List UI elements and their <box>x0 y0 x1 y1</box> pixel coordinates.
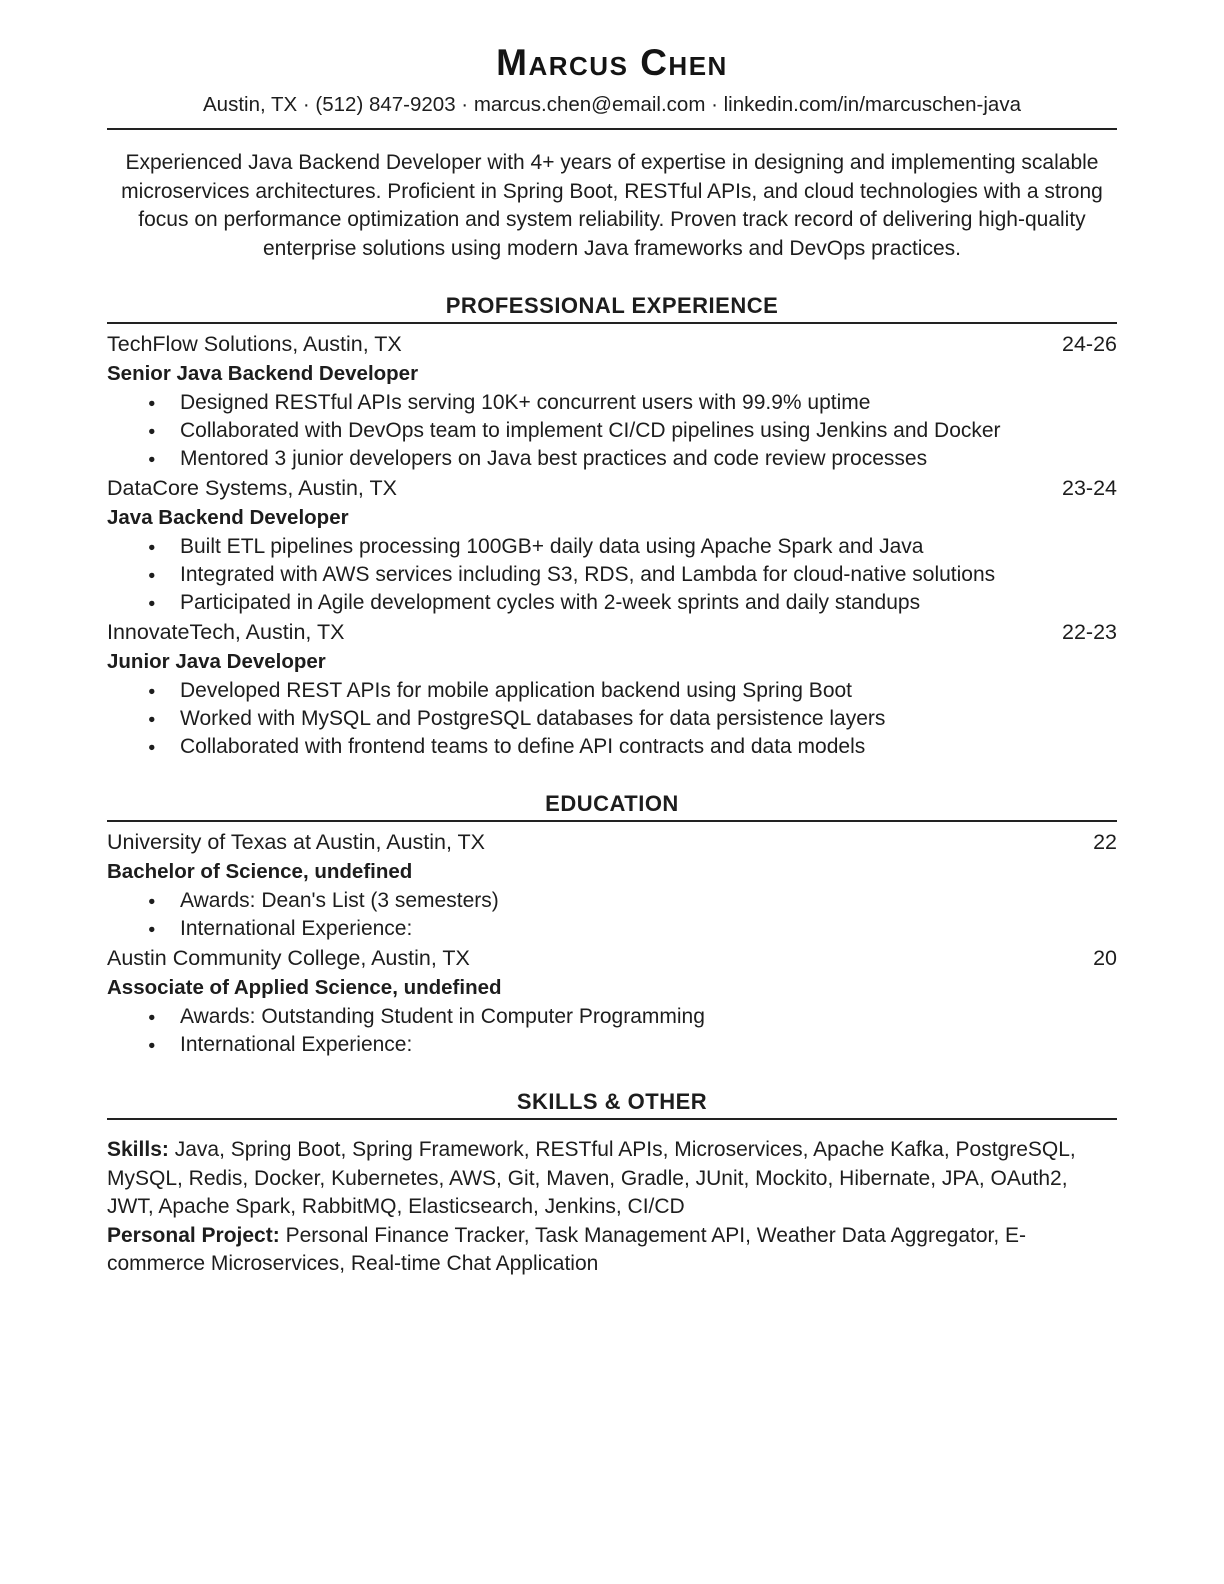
bullet-item: ● Developed REST APIs for mobile application backend using Spring Boot <box>107 677 1117 705</box>
skills-paragraph <box>107 1136 1117 1222</box>
entry-dates: 23-24 <box>1062 476 1117 500</box>
skills-label: Skills: <box>107 1138 169 1161</box>
person-name: Marcus Chen <box>496 42 728 83</box>
bullet-item: ● Worked with MySQL and PostgreSQL databases for data persistence layers <box>107 705 1117 733</box>
bullet-list <box>107 677 1117 761</box>
role-title: Senior Java Backend Developer <box>107 362 419 385</box>
entry-dates: 22 <box>1093 830 1117 854</box>
school-name: Austin Community College, Austin, TX <box>107 946 470 970</box>
header-divider <box>107 128 1117 130</box>
bullet-item: ● Mentored 3 junior developers on Java best practices and code review processes <box>107 445 1117 473</box>
entry-header <box>107 473 1117 503</box>
skills-section-divider <box>107 1118 1117 1120</box>
bullet-list <box>107 533 1117 617</box>
personal-project-list: Personal Finance Tracker, Task Management API, Weather Data Aggregator, E-commerce Microservices, Real-time Chat Application <box>107 1223 1027 1275</box>
degree-title: Bachelor of Science, undefined <box>107 860 413 883</box>
bullet-item: ● Participated in Agile development cycles with 2-week sprints and daily standups <box>107 589 1117 617</box>
entry-dates: 24-26 <box>1062 332 1117 356</box>
experience-section-divider <box>107 322 1117 324</box>
bullet-item: ● Awards: Dean's List (3 semesters) <box>107 887 1117 915</box>
bullet-item: ● Built ETL pipelines processing 100GB+ daily data using Apache Spark and Java <box>107 533 1117 561</box>
school-name: University of Texas at Austin, Austin, TX <box>107 830 486 854</box>
projects-paragraph <box>107 1222 1117 1279</box>
role-title: Junior Java Developer <box>107 650 326 673</box>
bullet-item: ● International Experience: <box>107 915 1117 943</box>
degree-title: Associate of Applied Science, undefined <box>107 976 502 999</box>
bullet-item: ● Collaborated with frontend teams to define API contracts and data models <box>107 733 1117 761</box>
experience-entry <box>107 473 1117 617</box>
entry-header <box>107 827 1117 857</box>
bullet-item: ● Designed RESTful APIs serving 10K+ concurrent users with 99.9% uptime <box>107 389 1117 417</box>
experience-section <box>107 293 1117 761</box>
company-name: TechFlow Solutions, Austin, TX <box>107 332 402 356</box>
personal-project-label: Personal Project: <box>107 1223 280 1247</box>
education-entry <box>107 827 1117 943</box>
skills-section-title: SKILLS & OTHER <box>516 1089 708 1114</box>
entry-dates: 22-23 <box>1062 620 1117 644</box>
experience-entry <box>107 617 1117 761</box>
bullet-list <box>107 389 1117 473</box>
skills-list: Java, Spring Boot, Spring Framework, RESTful APIs, Microservices, Apache Kafka, PostgreSQL, MySQL, Redis, Docker, Kubernetes, AWS, Git, Maven, Gradle, JUnit, Mockito, Hibernate, JPA, OAuth2, JWT, Apache Spark, RabbitMQ, Elasticsearch, Jenkins, CI/CD <box>107 1138 1076 1218</box>
experience-section-title: PROFESSIONAL EXPERIENCE <box>445 293 779 318</box>
bullet-item: ● International Experience: <box>107 1031 1117 1059</box>
summary-paragraph: Experienced Java Backend Developer with 4+ years of expertise in designing and implementing scalable microservices architectures. Proficient in Spring Boot, RESTful APIs, and cloud technologies with a strong focus on performance optimization and system reliability. Proven track record of delivering high-quality enterprise solutions using modern Java frameworks and DevOps practices. <box>121 151 1103 260</box>
entry-dates: 20 <box>1093 946 1117 970</box>
entry-header <box>107 943 1117 973</box>
experience-entry <box>107 329 1117 473</box>
skills-section <box>107 1089 1117 1279</box>
education-section-divider <box>107 820 1117 822</box>
bullet-list <box>107 1003 1117 1059</box>
bullet-item: ● Collaborated with DevOps team to implement CI/CD pipelines using Jenkins and Docker <box>107 417 1117 445</box>
company-name: InnovateTech, Austin, TX <box>107 620 345 644</box>
education-entry <box>107 943 1117 1059</box>
bullet-item: ● Integrated with AWS services including S3, RDS, and Lambda for cloud-native solutions <box>107 561 1117 589</box>
role-title: Java Backend Developer <box>107 506 349 529</box>
entry-header <box>107 329 1117 359</box>
education-section-title: EDUCATION <box>545 791 679 816</box>
bullet-item: ● Awards: Outstanding Student in Computer Programming <box>107 1003 1117 1031</box>
contact-line: Austin, TX · (512) 847-9203 · marcus.chen@email.com · linkedin.com/in/marcuschen-java <box>203 93 1021 116</box>
company-name: DataCore Systems, Austin, TX <box>107 476 397 500</box>
bullet-list <box>107 887 1117 943</box>
entry-header <box>107 617 1117 647</box>
education-section <box>107 791 1117 1059</box>
